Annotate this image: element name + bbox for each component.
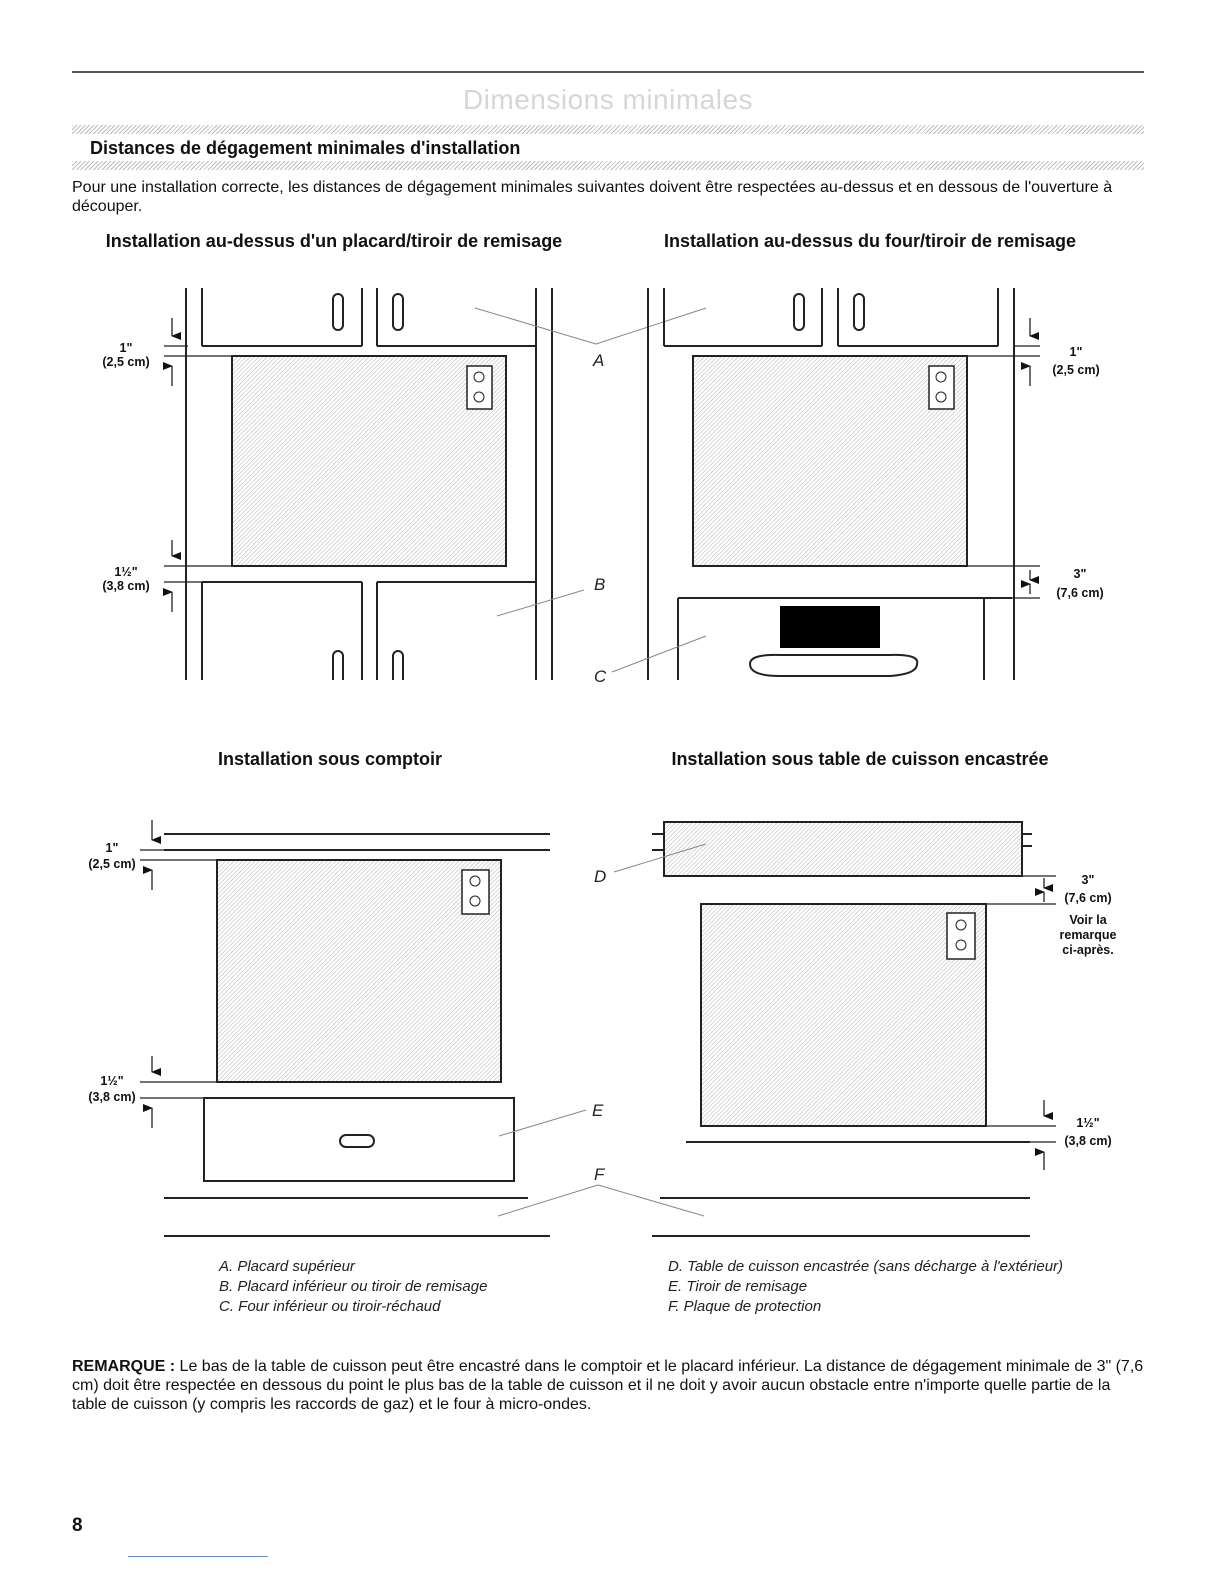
diagram-4-title: Installation sous table de cuisson encastrée [671,749,1049,769]
label-c: C [594,667,607,686]
oven-handle [750,655,917,676]
drawer-handle [340,1135,374,1147]
legend-item: D. Table de cuisson encastrée (sans décharge à l'extérieur) [668,1258,1064,1275]
legend-item: E. Tiroir de remisage [668,1278,808,1295]
note-paragraph [72,1357,1147,1414]
label-f: F [594,1165,605,1184]
page-title: Dimensions minimales [462,84,754,115]
diagram-1-dimensions [102,341,149,593]
legend-item: B. Placard inférieur ou tiroir de remisage [219,1278,488,1295]
svg-text:ci-après.: ci-après. [1062,943,1114,957]
intro-paragraph: Pour une installation correcte, les distances de dégagement minimales suivantes doivent être respectées au-dessus et en dessous de l'ouverture à découper. [72,179,1113,215]
page-number: 8 [72,1515,83,1536]
legend-right [668,1257,1063,1317]
diagram-2-dimensions [1052,345,1103,600]
diagram-2 [612,288,1040,680]
svg-text:(2,5 cm): (2,5 cm) [88,857,136,871]
svg-text:(2,5 cm): (2,5 cm) [1052,363,1100,377]
svg-text:(7,6 cm): (7,6 cm) [1056,586,1104,600]
svg-text:1": 1" [1069,345,1083,359]
svg-text:3": 3" [1073,567,1087,581]
label-b: B [594,575,606,594]
diagram-3-dimensions [88,841,135,1104]
svg-text:(2,5 cm): (2,5 cm) [102,355,150,369]
svg-text:1": 1" [105,841,119,855]
legend-item: F. Plaque de protection [668,1298,822,1315]
note-text: Le bas de la table de cuisson peut être encastré dans le comptoir et le placard inférieur. La distance de dégagement minimale de 3" (7,6 cm) doit être respectée en dessous du point le plus bas de la table de cuisson et il ne doit y avoir aucun obstacle entre n'importe quelle partie de la table de cuisson (y compris les raccords de gaz) et le four à micro-ondes. [72,1358,1144,1413]
diagram-3-title: Installation sous comptoir [217,749,443,769]
legend-left [219,1257,487,1317]
svg-text:1½": 1½" [100,1074,124,1088]
label-d: D [594,867,607,886]
svg-text:1½": 1½" [114,565,138,579]
svg-text:(3,8 cm): (3,8 cm) [102,579,150,593]
diagram-1 [164,288,706,680]
diagram-4-dimensions [1060,873,1117,1148]
svg-text:1": 1" [119,341,133,355]
svg-text:3": 3" [1081,873,1095,887]
diagram-4 [614,822,1056,1236]
svg-text:(3,8 cm): (3,8 cm) [88,1090,136,1104]
legend-item: C. Four inférieur ou tiroir-réchaud [219,1298,441,1315]
svg-text:(3,8 cm): (3,8 cm) [1064,1134,1112,1148]
section-title: Distances de dégagement minimales d'installation [90,138,521,158]
label-e: E [592,1101,604,1120]
svg-text:(7,6 cm): (7,6 cm) [1064,891,1112,905]
diagram-2-title: Installation au-dessus du four/tiroir de remisage [663,231,1077,251]
footer-line [128,1556,268,1557]
diagram-1-title: Installation au-dessus d'un placard/tiroir de remisage [105,231,563,251]
svg-text:1½": 1½" [1076,1116,1100,1130]
diagram-3 [140,820,704,1236]
svg-text:remarque: remarque [1059,928,1117,942]
legend-item: A. Placard supérieur [219,1258,355,1275]
svg-text:Voir la: Voir la [1069,913,1107,927]
label-a: A [593,351,605,370]
oven-window [780,606,880,648]
note-label: REMARQUE : [72,1358,176,1375]
